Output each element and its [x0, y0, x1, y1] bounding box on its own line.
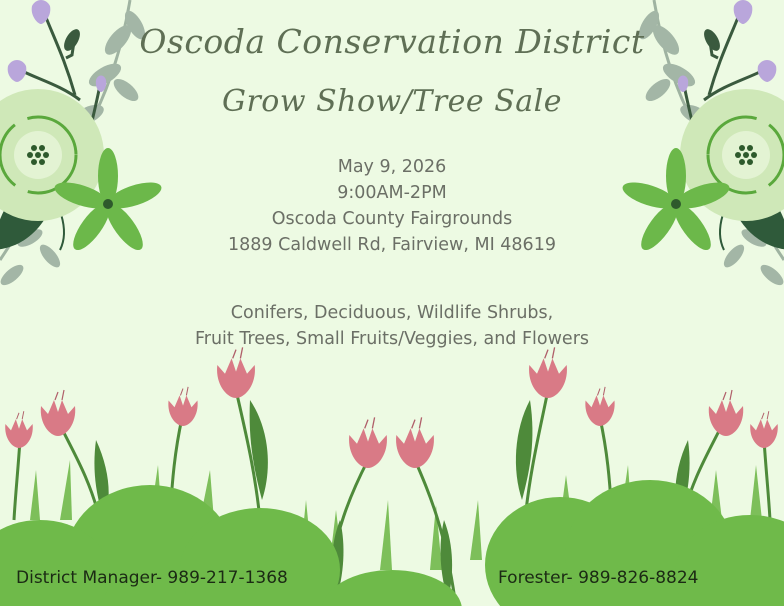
district-manager-contact: District Manager- 989-217-1368	[16, 568, 288, 588]
event-venue: Oscoda County Fairgrounds	[271, 209, 513, 229]
forester-contact: Forester- 989-826-8824	[498, 568, 699, 588]
tulips	[5, 347, 778, 468]
page-title: Oscoda Conservation District	[139, 22, 645, 61]
page-subtitle: Grow Show/Tree Sale	[222, 84, 562, 119]
event-details	[0, 154, 784, 258]
product-line-1: Conifers, Deciduous, Wildlife Shrubs,	[230, 303, 554, 323]
product-line-2: Fruit Trees, Small Fruits/Veggies, and Flowers	[194, 329, 590, 349]
event-address: 1889 Caldwell Rd, Fairview, MI 48619	[228, 235, 556, 255]
product-list	[0, 300, 784, 352]
event-date: May 9, 2026	[337, 157, 447, 177]
event-time: 9:00AM-2PM	[337, 183, 447, 203]
